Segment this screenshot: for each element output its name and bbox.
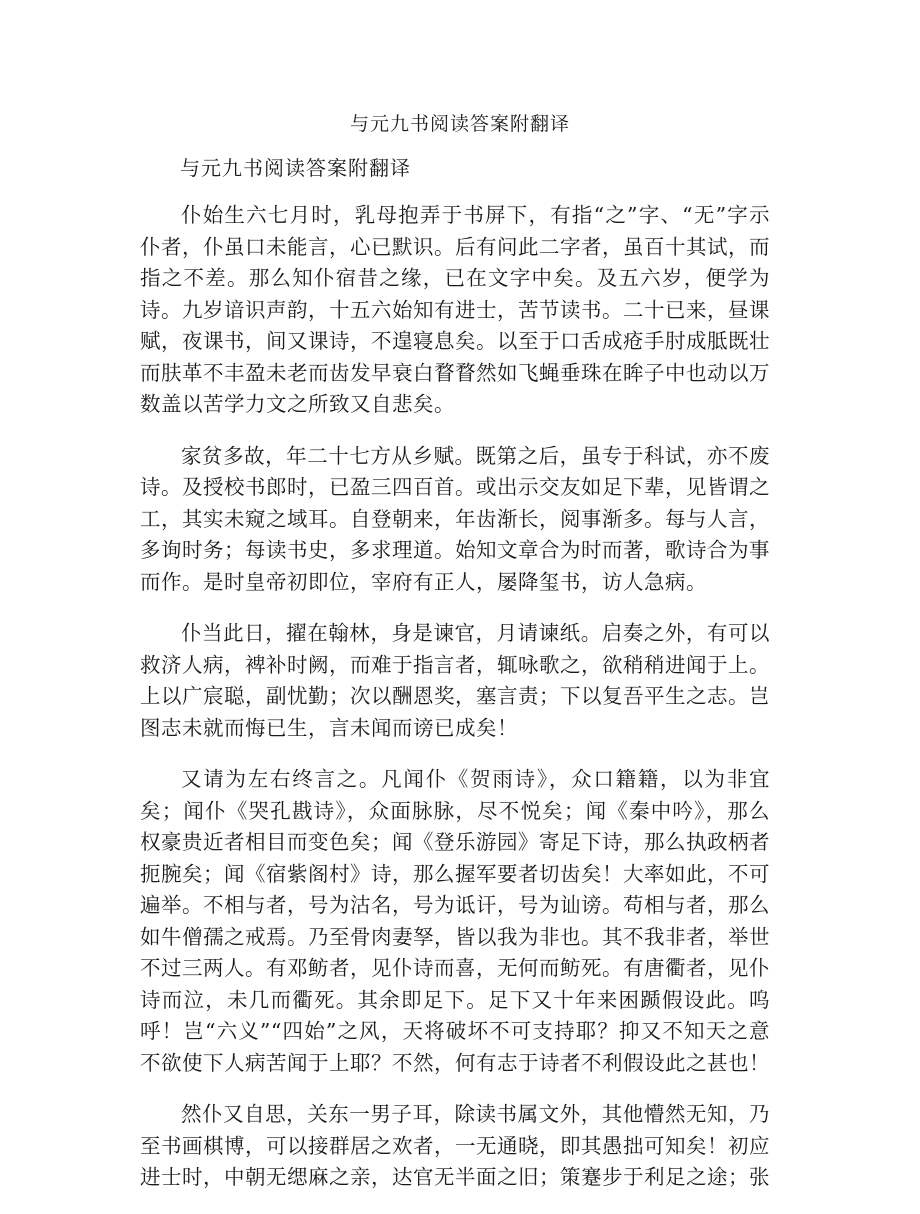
paragraph-2: 家贫多故，年二十七方从乡赋。既第之后，虽专于科试，亦不废诗。及授校书郎时，已盈三四百首。或出示交友如足下辈，见皆谓之工，其实未窥之域耳。自登朝来，年齿渐长，阅事渐多。每与人言，多询时务；每读书史，多求理道。始知文章合为时而著，歌诗合为事而作。是时皇帝初即位，宰府有正人，屡降玺书，访人急病。 <box>140 443 770 594</box>
paragraph-1: 仆始生六七月时，乳母抱弄于书屏下，有指“之”字、“无”字示仆者，仆虽口未能言，心已默识。后有问此二字者，虽百十其试，而指之不差。那么知仆宿昔之缘，已在文字中矣。及五六岁，便学为诗。九岁谙识声韵，十五六始知有进士，苦节读书。二十已来，昼课赋，夜课书，间又课诗，不遑寝息矣。以至于口舌成疮手肘成胝既壮而肤革不丰盈未老而齿发早衰白瞀瞀然如飞蝇垂珠在眸子中也动以万数盖以苦学力文之所致又自悲矣。 <box>140 203 770 416</box>
document-title: 与元九书阅读答案附翻译 <box>349 113 570 135</box>
document-subtitle: 与元九书阅读答案附翻译 <box>180 156 411 180</box>
paragraph-5: 然仆又自思，关东一男子耳，除读书属文外，其他懵然无知，乃至书画棋博，可以接群居之欢者，一无通晓，即其愚拙可知矣！初应进士时，中朝无缌麻之亲，达官无半面之旧；策蹇步于利足之途；张 <box>140 1102 770 1189</box>
document-body <box>140 200 770 1214</box>
paragraph-3: 仆当此日，擢在翰林，身是谏官，月请谏纸。启奏之外，有可以救济人病，裨补时阙，而难于指言者，辄咏歌之，欲稍稍进闻于上。上以广宸聪，副忧勤；次以酬恩奖，塞言责；下以复吾平生之志。岂图志未就而悔已生，言未闻而谤已成矣！ <box>140 621 770 740</box>
paragraph-4: 又请为左右终言之。凡闻仆《贺雨诗》，众口籍籍，以为非宜矣；闻仆《哭孔戡诗》，众面脉脉，尽不悦矣；闻《秦中吟》，那么权豪贵近者相目而变色矣；闻《登乐游园》寄足下诗，那么执政柄者扼腕矣；闻《宿紫阁村》诗，那么握军要者切齿矣！大率如此，不可遍举。不相与者，号为沽名，号为诋讦，号为讪谤。苟相与者，那么如牛僧孺之戒焉。乃至骨肉妻孥，皆以我为非也。其不我非者，举世不过三两人。有邓鲂者，见仆诗而喜，无何而鲂死。有唐衢者，见仆诗而泣，未几而衢死。其余即足下。足下又十年来困踬假设此。呜呼！岂“六义”“四始”之风，天将破坏不可支持耶？抑又不知天之意不欲使下人病苦闻于上耶？不然，何有志于诗者不利假设此之甚也！ <box>140 767 770 1075</box>
